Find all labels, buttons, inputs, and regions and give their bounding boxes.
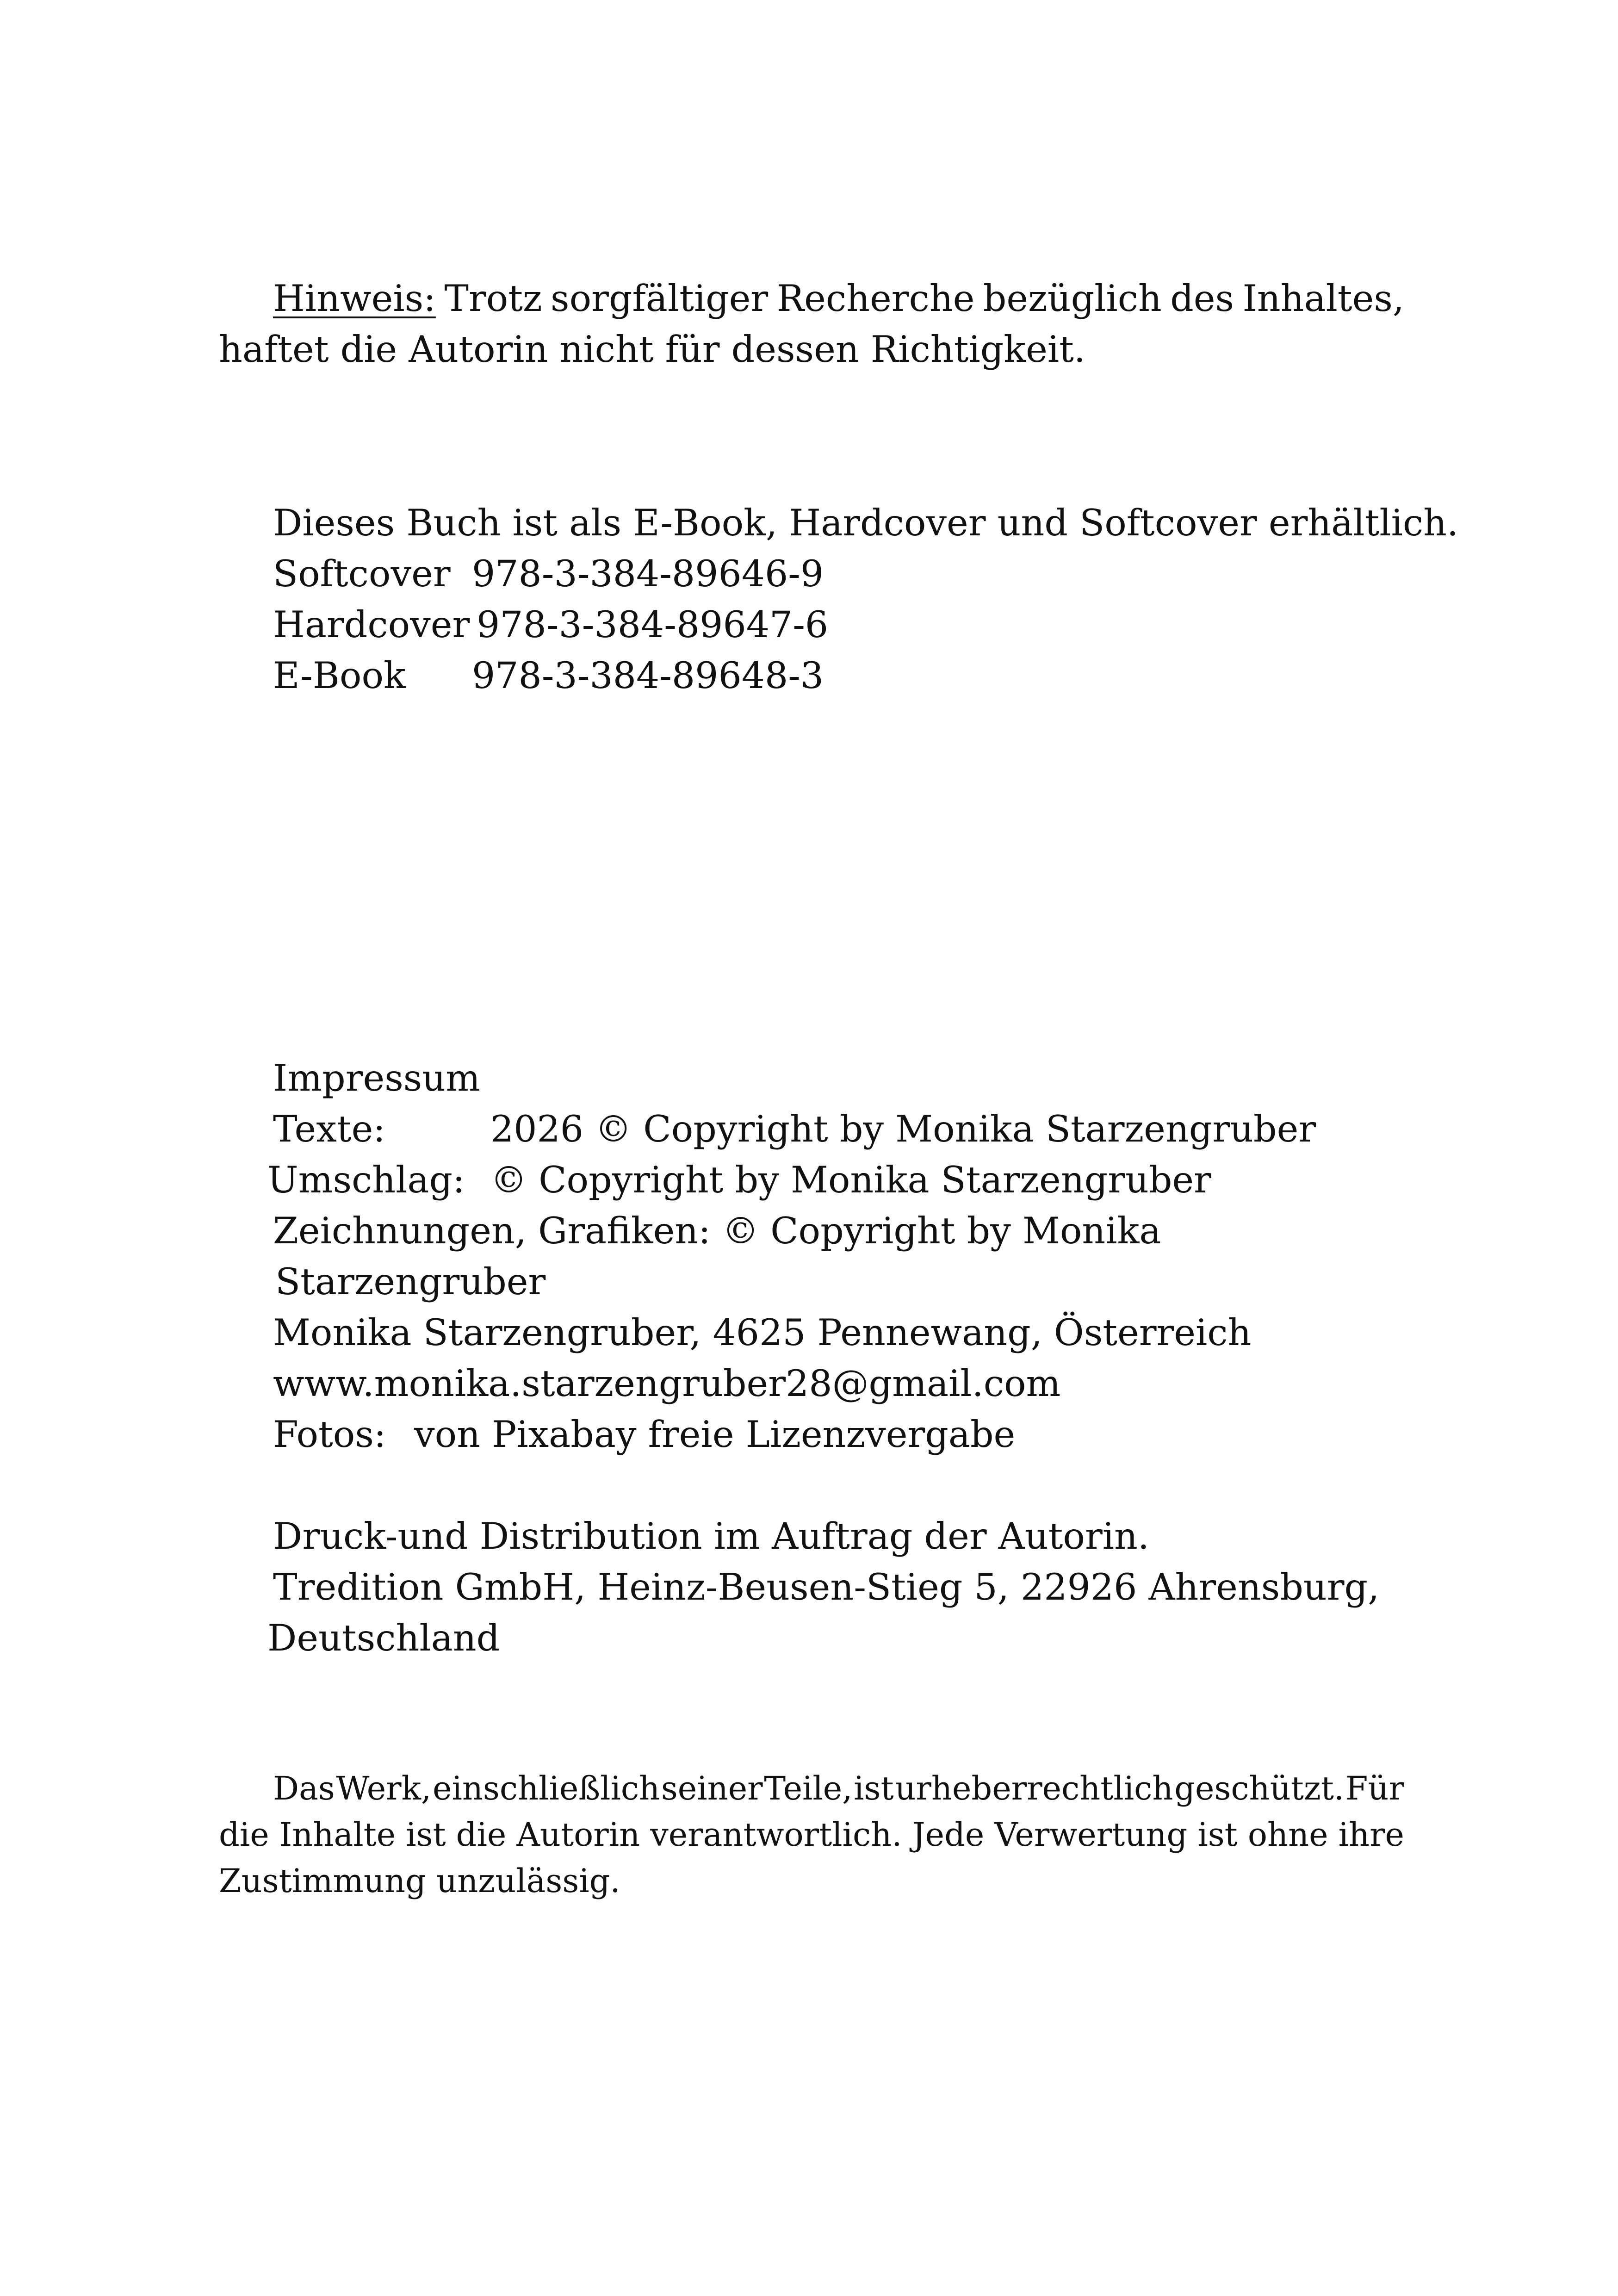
legal-word: einschließlich bbox=[433, 1769, 660, 1807]
edition-label: E-Book bbox=[273, 654, 406, 697]
author-address: Monika Starzengruber, 4625 Pennewang, Österreich bbox=[273, 1311, 1252, 1354]
impressum-heading: Impressum bbox=[273, 1057, 481, 1099]
legal-word: ist bbox=[854, 1769, 894, 1807]
legal-word: ist bbox=[1197, 1816, 1238, 1854]
legal-word: Das bbox=[273, 1769, 335, 1807]
legal-word: Werk, bbox=[336, 1769, 432, 1807]
legal-word: Autorin bbox=[516, 1816, 640, 1854]
author-contact: www.monika.starzengruber28@gmail.com bbox=[273, 1362, 1061, 1405]
notice-label: Hinweis: bbox=[273, 277, 436, 320]
legal-word: geschützt. bbox=[1174, 1769, 1345, 1807]
edition-label: Hardcover bbox=[273, 603, 470, 646]
legal-word: urheberrechtlich bbox=[895, 1769, 1173, 1807]
umschlag-value: © Copyright by Monika Starzengruber bbox=[490, 1159, 1211, 1201]
availability-intro: Dieses Buch ist als E-Book, Hardcover und Softcover erhältlich. bbox=[273, 502, 1459, 544]
edition-isbn: 978-3-384-89647-6 bbox=[477, 603, 829, 646]
zeichnungen-line-1: Zeichnungen, Grafiken: © Copyright by Monika bbox=[273, 1210, 1161, 1252]
umschlag-label: Umschlag: bbox=[267, 1159, 465, 1201]
edition-label: Softcover bbox=[273, 552, 451, 595]
notice-line-1 bbox=[273, 273, 1404, 324]
notice-line-2: haftet die Autorin nicht für dessen Richtigkeit. bbox=[219, 328, 1086, 371]
notice-word: sorgfältiger bbox=[551, 277, 769, 320]
notice-word: bezüglich bbox=[983, 277, 1162, 320]
notice-word: des bbox=[1170, 277, 1234, 320]
legal-word: Jede bbox=[912, 1816, 985, 1854]
distribution-line-1: Druck-und Distribution im Auftrag der Autorin. bbox=[273, 1515, 1149, 1558]
legal-line-1 bbox=[273, 1765, 1404, 1812]
zeichnungen-line-2: Starzengruber bbox=[275, 1260, 546, 1303]
fotos-value: von Pixabay freie Lizenzvergabe bbox=[414, 1413, 1016, 1456]
edition-isbn: 978-3-384-89648-3 bbox=[472, 654, 824, 697]
distribution-line-3: Deutschland bbox=[267, 1617, 500, 1659]
texte-label: Texte: bbox=[273, 1108, 385, 1150]
legal-word: Teile, bbox=[764, 1769, 853, 1807]
fotos-label: Fotos: bbox=[273, 1413, 386, 1456]
legal-line-3: Zustimmung unzulässig. bbox=[219, 1862, 620, 1900]
legal-word: Verwertung bbox=[994, 1816, 1188, 1854]
legal-word: ist bbox=[406, 1816, 446, 1854]
notice-word: Trotz bbox=[444, 277, 542, 320]
legal-word: ohne bbox=[1247, 1816, 1328, 1854]
legal-word: ihre bbox=[1338, 1816, 1404, 1854]
legal-word: Inhalte bbox=[279, 1816, 396, 1854]
texte-value: 2026 © Copyright by Monika Starzengruber bbox=[490, 1108, 1316, 1150]
notice-word: Recherche bbox=[776, 277, 975, 320]
notice-word: Inhaltes, bbox=[1242, 277, 1404, 320]
edition-isbn: 978-3-384-89646-9 bbox=[472, 552, 824, 595]
legal-word: verantwortlich. bbox=[650, 1816, 902, 1854]
distribution-line-2: Tredition GmbH, Heinz-Beusen-Stieg 5, 22926 Ahrensburg, bbox=[273, 1566, 1380, 1608]
legal-word: seiner bbox=[661, 1769, 763, 1807]
legal-word: die bbox=[456, 1816, 507, 1854]
legal-line-2 bbox=[219, 1812, 1404, 1858]
legal-word: Für bbox=[1345, 1769, 1404, 1807]
legal-word: die bbox=[219, 1816, 269, 1854]
